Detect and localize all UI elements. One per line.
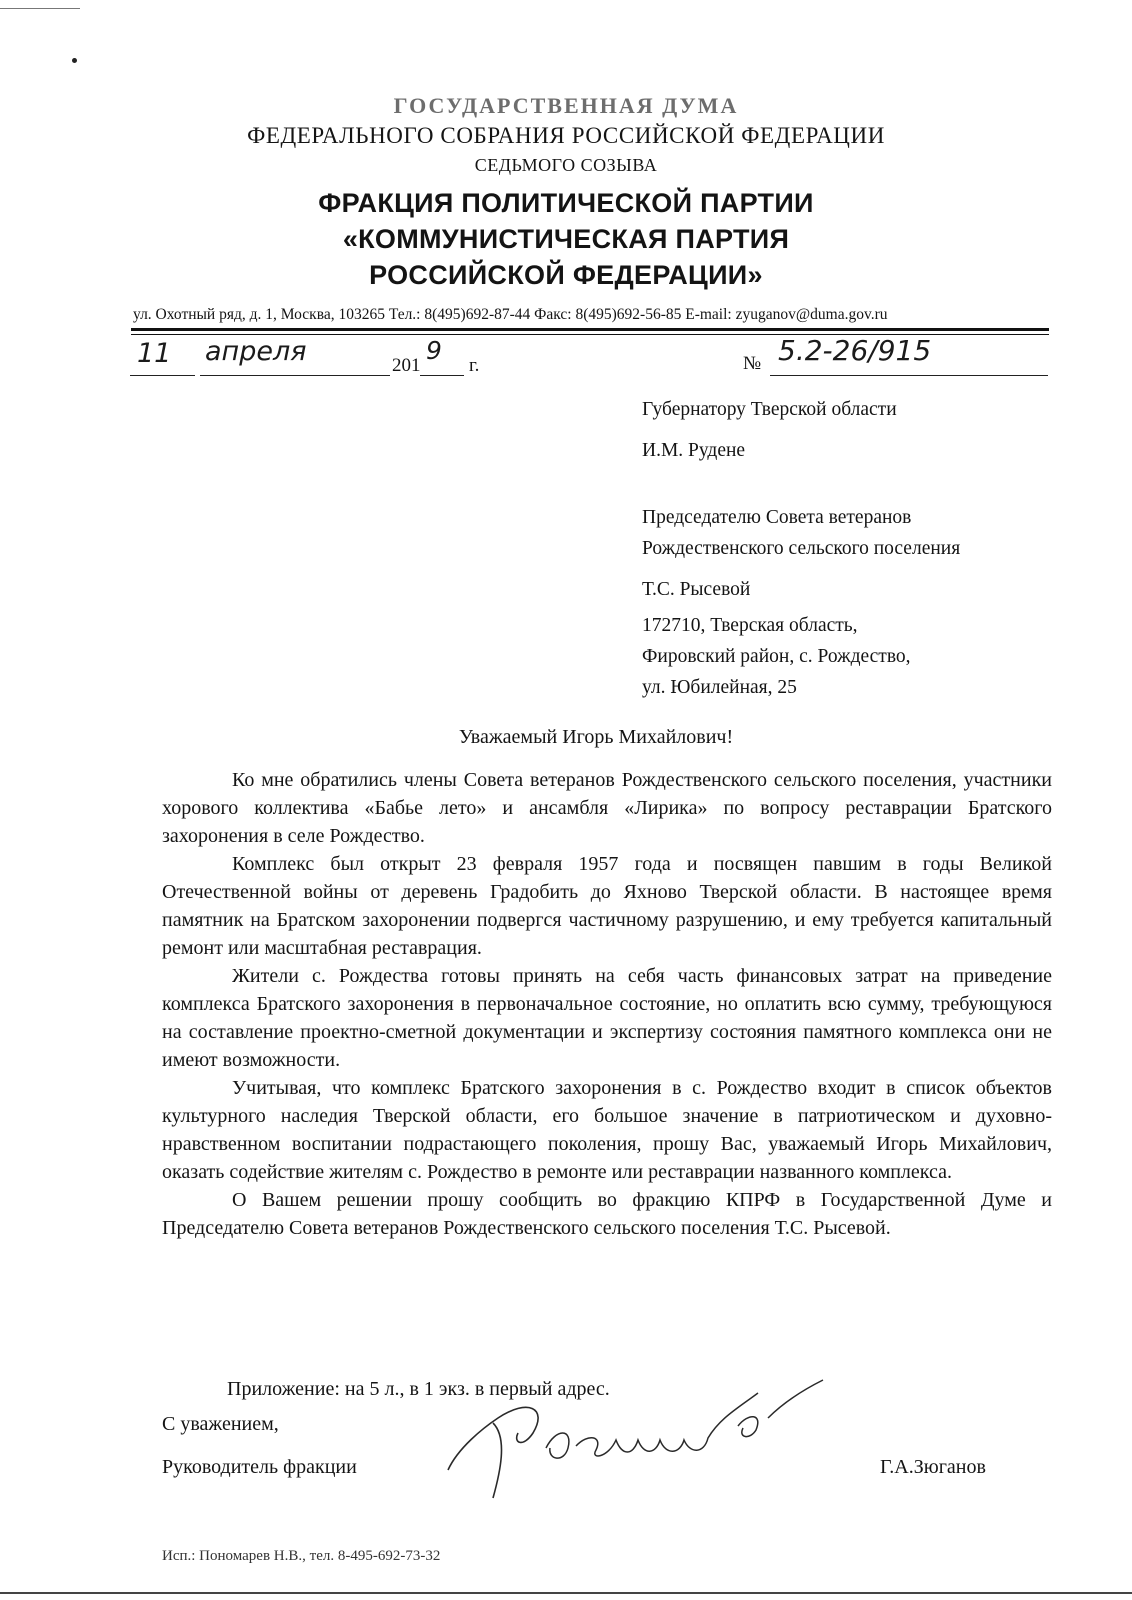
- paragraph-5: О Вашем решении прошу сообщить во фракцию КПРФ в Государственной Думе и Председателю Совета ветеранов Рождественского сельского поселения Т.С. Рысевой.: [162, 1189, 1052, 1239]
- addressee-governor: [642, 394, 897, 466]
- addressee-veterans-name: Т.С. Рысевой: [642, 579, 751, 600]
- reference-number-symbol: №: [743, 353, 762, 374]
- addressee-veterans-council: [642, 502, 960, 605]
- addressee-veterans-title-2: Рождественского сельского поселения: [642, 538, 961, 559]
- addressee-governor-name: И.М. Рудене: [642, 440, 746, 461]
- paragraph-4: Учитывая, что комплекс Братского захоронения в с. Рождество входит в список объектов культурного наследия Тверской области, его большое значение в патриотическом и духовно-нравственном воспитании подрастающего поколения, прошу Вас, уважаемый Игорь Михайлович, оказать содействие жителям с. Рождество в ремонте или реставрации названного комплекса.: [162, 1077, 1052, 1183]
- reference-number-handwritten: 5.2-26/915: [778, 334, 932, 367]
- faction-title-line-3: РОССИЙСКОЙ ФЕДЕРАЦИИ»: [369, 260, 763, 290]
- date-month-handwritten: апреля: [205, 336, 307, 367]
- date-year-underline: [420, 375, 464, 376]
- addressee-postal-address: [642, 610, 911, 703]
- scan-edge-line: [0, 8, 80, 9]
- date-month-underline: [200, 375, 390, 376]
- scan-bottom-edge: [0, 1592, 1132, 1594]
- greeting: Уважаемый Игорь Михайлович!: [458, 726, 734, 748]
- executor-info: Исп.: Пономарев Н.В., тел. 8-495-692-73-32: [162, 1548, 441, 1564]
- letterhead-duma: ГОСУДАРСТВЕННАЯ ДУМА: [393, 93, 739, 118]
- letterhead-rule-thick: [131, 328, 1049, 331]
- paragraph-3: Жители с. Рождества готовы принять на себя часть финансовых затрат на приведение комплекса Братского захоронения в первоначальное состояние, но оплатить всю сумму, требующуюся на составление проектно-сметной документации и экспертизу состояния памятного комплекса они не имеют возможности.: [162, 965, 1052, 1071]
- date-day-handwritten: 11: [137, 338, 172, 369]
- paragraph-2: Комплекс был открыт 23 февраля 1957 года и посвящен павшим в годы Великой Отечественной войны от деревень Градобить до Яхново Тверской области. В настоящее время памятник на Братском захоронении подвергся частичному разрушению, и ему требуется капитальный ремонт или масштабная реставрация.: [162, 853, 1052, 959]
- signer-name: Г.А.Зюганов: [880, 1456, 986, 1478]
- letterhead-federal-assembly: ФЕДЕРАЛЬНОГО СОБРАНИЯ РОССИЙСКОЙ ФЕДЕРАЦИИ: [247, 123, 885, 148]
- faction-title-line-1: ФРАКЦИЯ ПОЛИТИЧЕСКОЙ ПАРТИИ: [318, 188, 814, 218]
- faction-title-line-2: «КОММУНИСТИЧЕСКАЯ ПАРТИЯ: [342, 224, 790, 254]
- closing-regards: С уважением,: [162, 1413, 279, 1435]
- letterhead-contacts: ул. Охотный ряд, д. 1, Москва, 103265 Тел.: 8(495)692-87-44 Факс: 8(495)692-56-85 E-mail: zyuganov@duma.gov.ru: [133, 306, 888, 323]
- date-year-handwritten: 9: [426, 336, 442, 365]
- date-year-suffix: г.: [469, 355, 480, 376]
- address-line-3: ул. Юбилейная, 25: [642, 677, 797, 698]
- address-line-1: 172710, Тверская область,: [642, 615, 858, 636]
- signature-icon: [438, 1378, 828, 1508]
- addressee-governor-title: Губернатору Тверской области: [642, 399, 897, 420]
- attachment-note: Приложение: на 5 л., в 1 экз. в первый адрес.: [227, 1378, 610, 1400]
- paragraph-1: Ко мне обратились члены Совета ветеранов Рождественского сельского поселения, участники хорового коллектива «Бабье лето» и ансамбля «Лирика» по вопросу реставрации Братского захоронения в селе Рождество.: [162, 769, 1052, 847]
- closing-position: Руководитель фракции: [162, 1456, 357, 1478]
- letterhead-convocation: СЕДЬМОГО СОЗЫВА: [474, 155, 658, 175]
- date-year-prefix: 201: [392, 355, 421, 376]
- address-line-2: Фировский район, с. Рождество,: [642, 646, 911, 667]
- scan-speck: [72, 58, 77, 63]
- addressee-veterans-title-1: Председателю Совета ветеранов: [642, 507, 912, 528]
- date-day-underline: [130, 375, 195, 376]
- letter-body: [162, 766, 1052, 1242]
- reference-number-underline: [770, 375, 1048, 376]
